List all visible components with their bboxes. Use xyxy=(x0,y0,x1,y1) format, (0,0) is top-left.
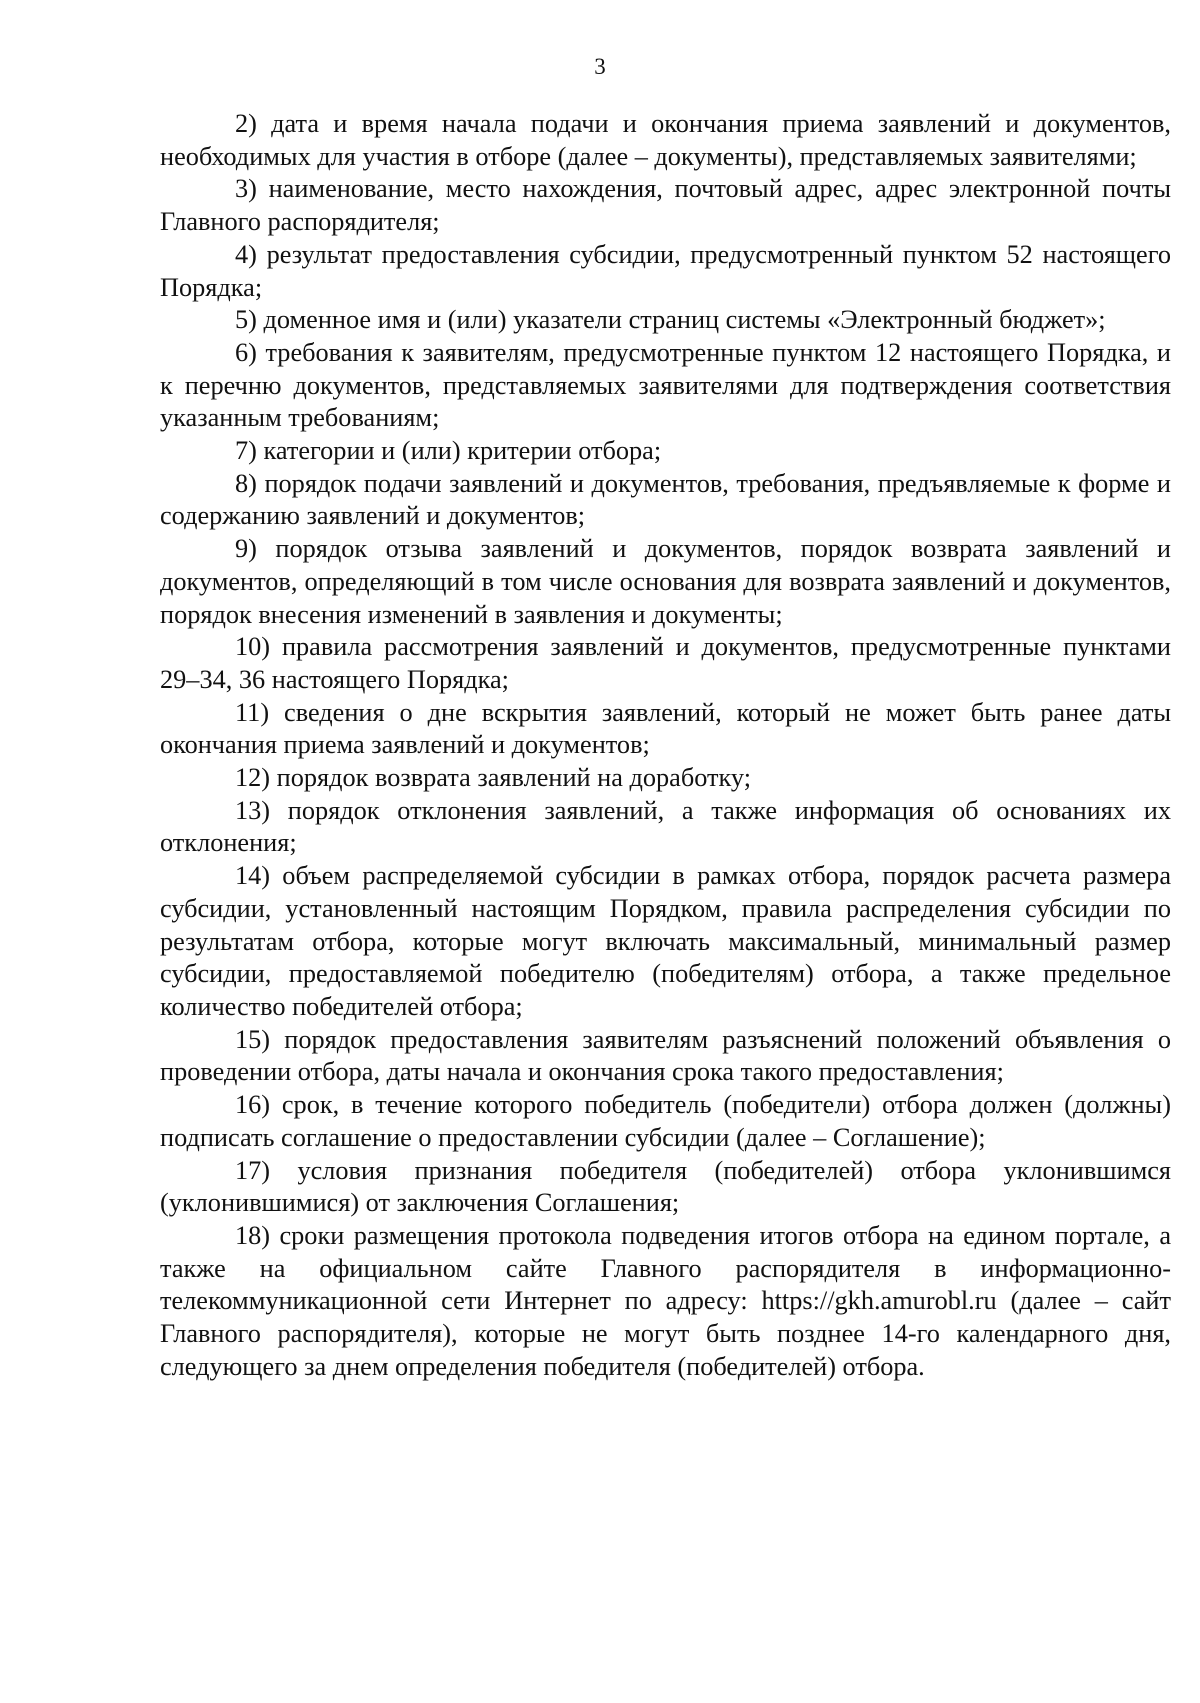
list-item: 11) сведения о дне вскрытия заявлений, который не может быть ранее даты окончания приема заявлений и документов; xyxy=(160,697,1171,760)
list-item: 14) объем распределяемой субсидии в рамках отбора, порядок расчета размера субсидии, установленный настоящим Порядком, правила распределения субсидии по результатам отбора, которые могут включать максимальный, минимальный размер субсидии, предоставляемой победителю (победителям) отбора, а также предельное количество победителей отбора; xyxy=(160,861,1171,1021)
list-item: 16) срок, в течение которого победитель (победители) отбора должен (должны) подписать соглашение о предоставлении субсидии (далее – Соглашение); xyxy=(160,1090,1171,1152)
list-item: 10) правила рассмотрения заявлений и документов, предусмотренные пунктами 29–34, 36 настоящего Порядка; xyxy=(160,632,1171,694)
list-item: 9) порядок отзыва заявлений и документов, порядок возврата заявлений и документов, определяющий в том числе основания для возврата заявлений и документов, порядок внесения изменений в заявления и документы; xyxy=(160,534,1171,629)
list-item: 17) условия признания победителя (победителей) отбора уклонившимся (уклонившимися) от заключения Соглашения; xyxy=(160,1155,1171,1218)
list-item: 2) дата и время начала подачи и окончания приема заявлений и документов, необходимых для участия в отборе (далее – документы), представляемых заявителями; xyxy=(160,109,1171,171)
list-item: 12) порядок возврата заявлений на доработку; xyxy=(235,763,752,793)
list-item: 5) доменное имя и (или) указатели страниц системы «Электронный бюджет»; xyxy=(235,305,1106,335)
list-item: 7) категории и (или) критерии отбора; xyxy=(235,436,662,466)
list-item: 8) порядок подачи заявлений и документов, требования, предъявляемые к форме и содержанию заявлений и документов; xyxy=(160,468,1171,531)
list-item: 3) наименование, место нахождения, почтовый адрес, адрес электронной почты Главного распорядителя; xyxy=(160,174,1171,237)
list-item: 6) требования к заявителям, предусмотренные пунктом 12 настоящего Порядка, и к перечню документов, представляемых заявителями для подтверждения соответствия указанным требованиям; xyxy=(160,337,1171,433)
list-item: 4) результат предоставления субсидии, предусмотренный пунктом 52 настоящего Порядка; xyxy=(160,239,1171,302)
list-item: 18) сроки размещения протокола подведения итогов отбора на едином портале, а также на официальном сайте Главного распорядителя в информационно-телекоммуникационной сети Интернет по адресу: https://gkh.amurobl.ru (далее – сайт Главного распорядителя), которые не могут быть позднее 14-го календарного дня, следующего за днем определения победителя (победителей) отбора. xyxy=(160,1220,1171,1381)
list-item: 15) порядок предоставления заявителям разъяснений положений объявления о проведении отбора, даты начала и окончания срока такого предоставления; xyxy=(160,1024,1171,1087)
list-item: 13) порядок отклонения заявлений, а также информация об основаниях их отклонения; xyxy=(160,795,1171,858)
document-body xyxy=(160,108,1171,1383)
page-number: 3 xyxy=(594,54,606,79)
